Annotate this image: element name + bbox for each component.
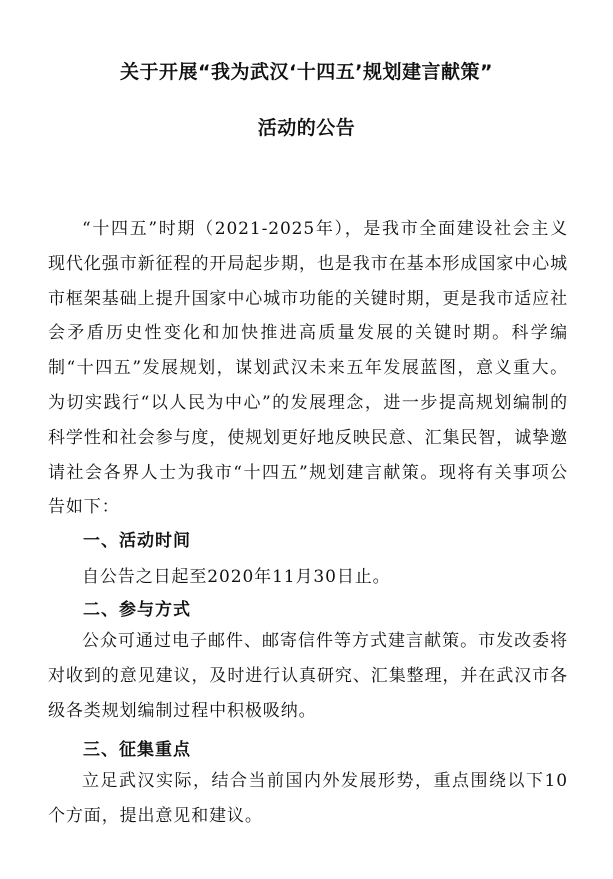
title-line-2: 活动的公告	[257, 117, 356, 139]
section-body-focus: 立足武汉实际，结合当前国内外发展形势，重点围绕以下10个方面，提出意见和建议。	[48, 771, 568, 826]
section-body-participation: 公众可通过电子邮件、邮寄信件等方式建言献策。市发改委将对收到的意见建议，及时进行认真研究、汇集整理，并在武汉市各级各类规划编制过程中积极吸纳。	[48, 631, 568, 721]
section-heading-focus: 三、征集重点	[83, 740, 191, 760]
section-body-activity-time: 自公告之日起至2020年11月30日止。	[82, 567, 391, 587]
title-line-1: 关于开展“我为武汉‘十四五’规划建言献策”	[120, 61, 493, 83]
section-heading-activity-time: 一、活动时间	[83, 531, 191, 551]
intro-paragraph: “十四五”时期（2021-2025年），是我市全面建设社会主义现代化强市新征程的开局起步期，也是我市在基本形成国家中心城市框架基础上提升国家中心城市功能的关键时期，更是我市适应社会矛盾历史性变化和加快推进高质量发展的关键时期。科学编制“十四五”发展规划，谋划武汉未来五年发展蓝图，意义重大。为切实践行“以人民为中心”的发展理念，进一步提高规划编制的科学性和社会参与度，使规划更好地反映民意、汇集民智，诚挚邀请社会各界人士为我市“十四五”规划建言献策。现将有关事项公告如下：	[48, 219, 568, 518]
section-heading-participation: 二、参与方式	[83, 600, 191, 620]
